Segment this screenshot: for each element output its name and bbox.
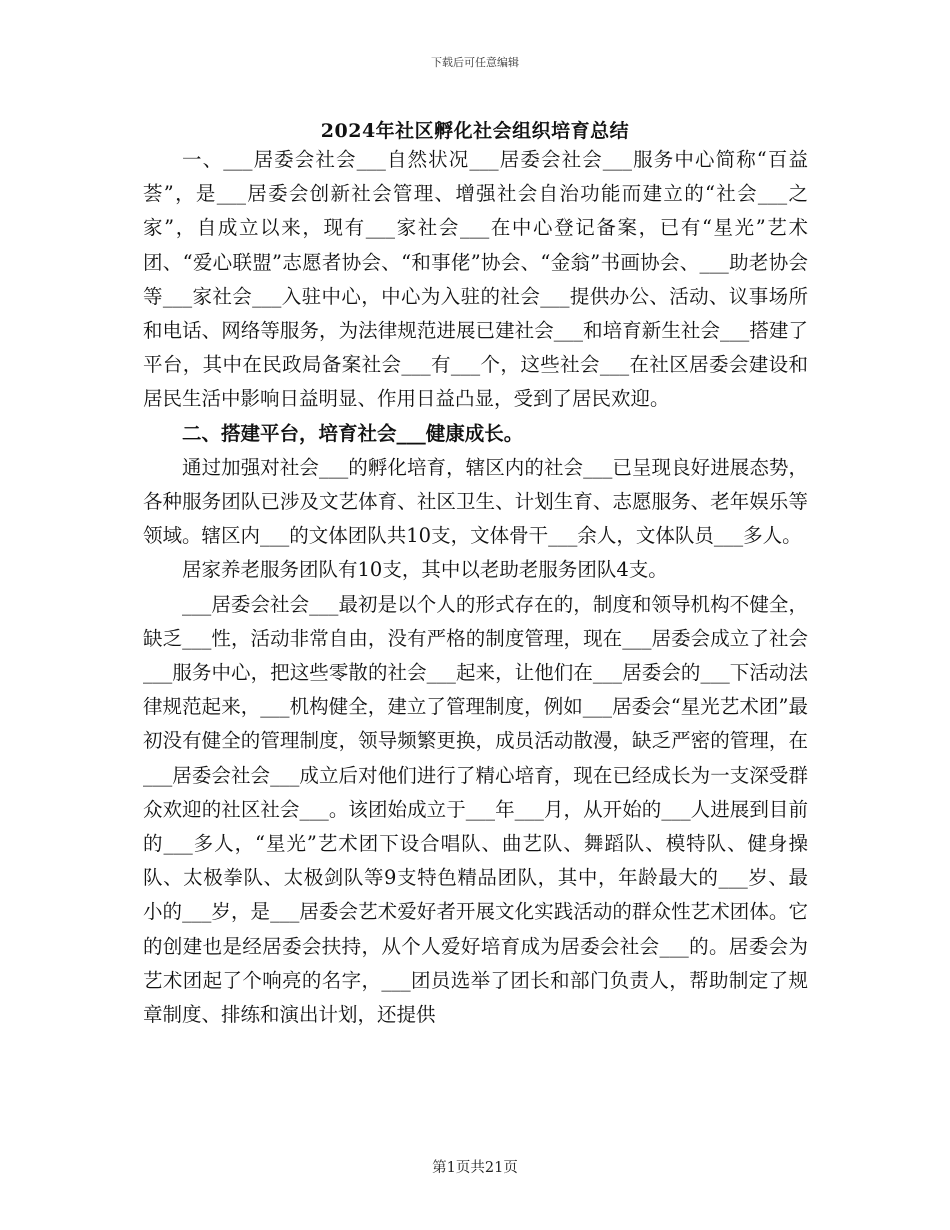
paragraph-5: ___居委会社会___最初是以个人的形式存在的，制度和领导机构不健全，缺乏___性，活动非常自由，没有严格的制度管理，现在___居委会成立了社会___服务中心，把这些零散的社会___起来，让他们在___居委会的___下活动法律规范起来，___机构健全，建立了管理制度，例如___居委会“星光艺术团”最初没有健全的管理制度，领导频繁更换，成员活动散漫，缺乏严密的管理，在___居委会社会___成立后对他们进行了精心培育，现在已经成长为一支深受群众欢迎的社区社会___。该团始成立于___年___月，从开始的___人进展到目前的___多人，“星光”艺术团下设合唱队、曲艺队、舞蹈队、模特队、健身操队、太极拳队、太极剑队等9支特色精品团队，其中，年龄最大的___岁、最小的___岁，是___居委会艺术爱好者开展文化实践活动的群众性艺术团体。它的创建也是经居委会扶持，从个人爱好培育成为居委会社会___的。居委会为艺术团起了个响亮的名字，___团员选举了团长和部门负责人，帮助制定了规章制度、排练和演出计划，还提供 <box>143 592 808 1027</box>
page-number-footer: 第1页共21页 <box>432 1160 518 1176</box>
header-note: 下载后可任意编辑 <box>431 56 519 69</box>
paragraph-4: 居家养老服务团队有10支，其中以老助老服务团队4支。 <box>182 558 668 582</box>
document-title: 2024年社区孵化社会组织培育总结 <box>320 120 630 142</box>
paragraph-1: 一、___居委会社会___自然状况___居委会社会___服务中心简称“百益荟”，是___居委会创新社会管理、增强社会自治功能而建立的“社会___之家”，自成立以来，现有___家社会___在中心登记备案，已有“星光”艺术团、“爱心联盟”志愿者协会、“和事佬”协会、“金翁”书画协会、___助老协会等___家社会___入驻中心，中心为入驻的社会___提供办公、活动、议事场所和电话、网络等服务，为法律规范进展已建社会___和培育新生社会___搭建了平台，其中在民政局备案社会___有___个，这些社会___在社区居委会建设和居民生活中影响日益明显、作用日益凸显，受到了居民欢迎。 <box>143 148 808 411</box>
document-body <box>143 143 808 1032</box>
paragraph-3: 通过加强对社会___的孵化培育，辖区内的社会___已呈现良好进展态势，各种服务团队已涉及文艺体育、社区卫生、计划生育、志愿服务、老年娱乐等领域。辖区内___的文体团队共10支，文体骨干___余人，文体队员___多人。 <box>143 455 808 548</box>
section-heading-2: 二、搭建平台，培育社会___健康成长。 <box>182 421 524 445</box>
